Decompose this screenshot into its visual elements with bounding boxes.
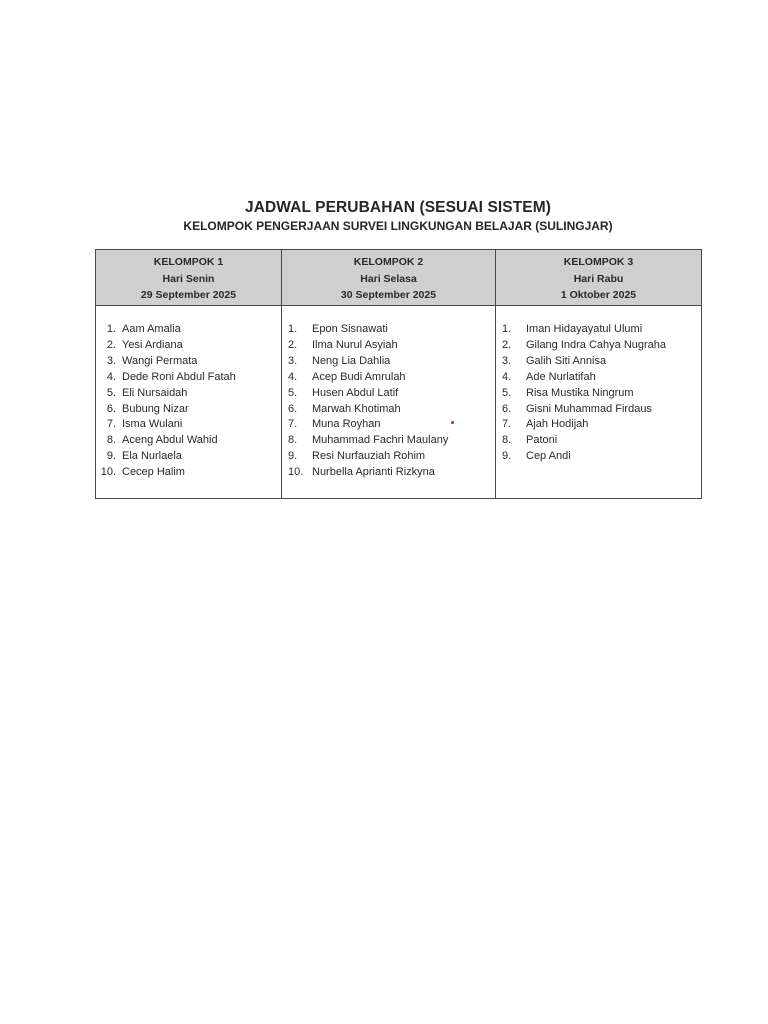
group-2-header [282,250,496,306]
group-3-name: KELOMPOK 3 [563,256,634,268]
schedule-header-row [96,250,702,306]
group-3-members [496,306,702,499]
list-item: 4. Ade Nurlatifah [502,370,596,383]
list-item: 2. Yesi Ardiana [106,338,183,351]
group-1-member-list [96,322,281,481]
document-subtitle: KELOMPOK PENGERJAAN SURVEI LINGKUNGAN BELAJAR (SULINGJAR) [183,219,613,233]
ink-speck [451,421,454,424]
list-item: 3. Neng Lia Dahlia [288,354,391,367]
list-item: 7. Ajah Hodijah [502,418,589,431]
list-item: 8. Patoni [502,434,558,447]
list-item: 4. Acep Budi Amrulah [288,370,406,383]
document-title: JADWAL PERUBAHAN (SESUAI SISTEM) [244,199,552,216]
list-item: 6. Gisni Muhammad Firdaus [502,402,652,415]
group-2-name: KELOMPOK 2 [353,256,424,268]
schedule-table [95,249,702,499]
list-item: 10. Nurbella Aprianti Rizkyna [288,466,435,479]
list-item: 5. Eli Nursaidah [106,386,188,399]
group-3-day: Hari Rabu [573,272,624,285]
list-item: 9. Ela Nurlaela [106,450,182,463]
group-1-name: KELOMPOK 1 [153,256,224,268]
list-item: 7. Muna Royhan [288,418,381,431]
group-1-members [96,306,282,499]
list-item: 3. Wangi Permata [106,354,198,367]
group-2-date: 30 September 2025 [340,289,437,301]
list-item: 2. Gilang Indra Cahya Nugraha [502,338,667,351]
list-item: 5. Risa Mustika Ningrum [502,386,634,399]
list-item: 1. Epon Sisnawati [288,323,388,335]
group-3-date: 1 Oktober 2025 [560,289,637,301]
group-1-day: Hari Senin [162,272,215,285]
list-item: 8. Muhammad Fachri Maulany [288,434,449,447]
list-item: 2. Ilma Nurul Asyiah [288,338,398,351]
list-item: 10. Cecep Halim [100,466,185,479]
group-3-header [496,250,702,306]
list-item: 9. Cep Andi [502,450,571,463]
list-item: 6. Bubung Nizar [106,402,189,415]
group-2-day: Hari Selasa [360,272,417,285]
list-item: 1. Aam Amalia [106,323,181,335]
group-2-members [282,306,496,499]
list-item: 6. Marwah Khotimah [288,402,401,415]
group-2-member-list [282,322,495,481]
group-1-date: 29 September 2025 [140,289,237,301]
schedule-body-row [96,306,702,499]
list-item: 8. Aceng Abdul Wahid [106,434,218,447]
list-item: 9. Resi Nurfauziah Rohim [288,450,426,463]
group-3-member-list [496,322,701,465]
list-item: 4. Dede Roni Abdul Fatah [106,370,236,383]
list-item: 3. Galih Siti Annisa [502,354,607,367]
list-item: 7. Isma Wulani [106,418,183,431]
group-1-header [96,250,282,306]
list-item: 1. Iman Hidayayatul Ulumi [502,323,643,335]
list-item: 5. Husen Abdul Latif [288,386,399,399]
